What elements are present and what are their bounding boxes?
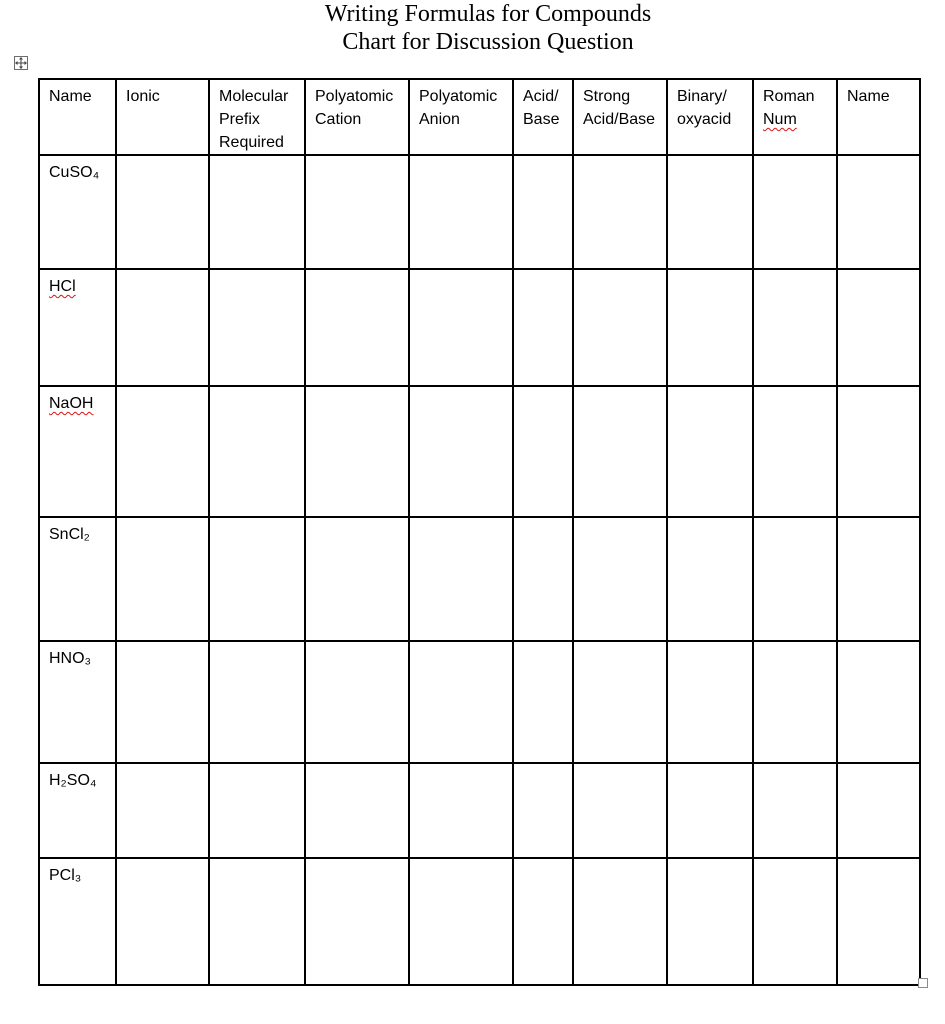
polyatomic-cation-cell[interactable]: [305, 386, 409, 517]
polyatomic-cation-cell[interactable]: [305, 517, 409, 641]
roman-num-cell[interactable]: [753, 641, 837, 763]
molecular-prefix-cell[interactable]: [209, 517, 305, 641]
table-row: [39, 517, 920, 641]
header-row: [39, 79, 920, 155]
table-row: [39, 858, 920, 985]
roman-num-cell[interactable]: [753, 155, 837, 269]
binary-oxyacid-cell[interactable]: [667, 858, 753, 985]
strong-acid-base-cell[interactable]: [573, 858, 667, 985]
resize-square-icon[interactable]: [918, 978, 928, 988]
compound-cell[interactable]: PCl₃: [39, 858, 116, 985]
polyatomic-cation-cell[interactable]: [305, 155, 409, 269]
ionic-cell[interactable]: [116, 858, 209, 985]
compound-cell[interactable]: HNO₃: [39, 641, 116, 763]
polyatomic-anion-cell[interactable]: [409, 386, 513, 517]
binary-oxyacid-cell[interactable]: [667, 763, 753, 858]
name-cell[interactable]: [837, 155, 920, 269]
strong-acid-base-cell[interactable]: [573, 269, 667, 386]
ionic-cell[interactable]: [116, 641, 209, 763]
acid-base-cell[interactable]: [513, 763, 573, 858]
ionic-cell[interactable]: [116, 155, 209, 269]
name-cell[interactable]: [837, 517, 920, 641]
compound-cell[interactable]: CuSO₄: [39, 155, 116, 269]
compound-chart-table: [38, 78, 921, 986]
compound-cell[interactable]: NaOH: [39, 386, 116, 517]
header-ionic[interactable]: Ionic: [116, 79, 209, 155]
polyatomic-cation-cell[interactable]: [305, 763, 409, 858]
binary-oxyacid-cell[interactable]: [667, 386, 753, 517]
molecular-prefix-cell[interactable]: [209, 763, 305, 858]
header-name[interactable]: Name: [39, 79, 116, 155]
header-polyatomic-anion[interactable]: Polyatomic Anion: [409, 79, 513, 155]
ionic-cell[interactable]: [116, 517, 209, 641]
polyatomic-anion-cell[interactable]: [409, 763, 513, 858]
document-subtitle: Chart for Discussion Question: [342, 29, 634, 55]
table-row: [39, 269, 920, 386]
acid-base-cell[interactable]: [513, 641, 573, 763]
roman-num-cell[interactable]: [753, 858, 837, 985]
header-polyatomic-cation[interactable]: Polyatomic Cation: [305, 79, 409, 155]
compound-cell[interactable]: H₂SO₄: [39, 763, 116, 858]
acid-base-cell[interactable]: [513, 858, 573, 985]
name-cell[interactable]: [837, 763, 920, 858]
molecular-prefix-cell[interactable]: [209, 155, 305, 269]
strong-acid-base-cell[interactable]: [573, 155, 667, 269]
header-roman-num[interactable]: Roman Num: [753, 79, 837, 155]
strong-acid-base-cell[interactable]: [573, 763, 667, 858]
header-binary-oxyacid[interactable]: Binary/ oxyacid: [667, 79, 753, 155]
polyatomic-cation-cell[interactable]: [305, 641, 409, 763]
table-row: [39, 641, 920, 763]
molecular-prefix-cell[interactable]: [209, 386, 305, 517]
table-row: [39, 155, 920, 269]
header-name-2[interactable]: Name: [837, 79, 920, 155]
ionic-cell[interactable]: [116, 269, 209, 386]
name-cell[interactable]: [837, 641, 920, 763]
ionic-cell[interactable]: [116, 763, 209, 858]
roman-num-cell[interactable]: [753, 517, 837, 641]
acid-base-cell[interactable]: [513, 269, 573, 386]
polyatomic-cation-cell[interactable]: [305, 269, 409, 386]
acid-base-cell[interactable]: [513, 386, 573, 517]
polyatomic-cation-cell[interactable]: [305, 858, 409, 985]
name-cell[interactable]: [837, 269, 920, 386]
polyatomic-anion-cell[interactable]: [409, 269, 513, 386]
header-acid-base[interactable]: Acid/ Base: [513, 79, 573, 155]
roman-num-cell[interactable]: [753, 269, 837, 386]
table-row: [39, 763, 920, 858]
binary-oxyacid-cell[interactable]: [667, 517, 753, 641]
strong-acid-base-cell[interactable]: [573, 386, 667, 517]
binary-oxyacid-cell[interactable]: [667, 641, 753, 763]
molecular-prefix-cell[interactable]: [209, 269, 305, 386]
name-cell[interactable]: [837, 386, 920, 517]
binary-oxyacid-cell[interactable]: [667, 155, 753, 269]
ionic-cell[interactable]: [116, 386, 209, 517]
polyatomic-anion-cell[interactable]: [409, 517, 513, 641]
strong-acid-base-cell[interactable]: [573, 517, 667, 641]
acid-base-cell[interactable]: [513, 155, 573, 269]
compound-cell[interactable]: SnCl₂: [39, 517, 116, 641]
polyatomic-anion-cell[interactable]: [409, 858, 513, 985]
molecular-prefix-cell[interactable]: [209, 858, 305, 985]
binary-oxyacid-cell[interactable]: [667, 269, 753, 386]
roman-num-cell[interactable]: [753, 763, 837, 858]
name-cell[interactable]: [837, 858, 920, 985]
strong-acid-base-cell[interactable]: [573, 641, 667, 763]
roman-num-cell[interactable]: [753, 386, 837, 517]
header-molecular-prefix-required[interactable]: Molecular Prefix Required: [209, 79, 305, 155]
move-arrows-icon[interactable]: [14, 56, 28, 70]
compound-cell[interactable]: HCl: [39, 269, 116, 386]
polyatomic-anion-cell[interactable]: [409, 641, 513, 763]
table-row: [39, 386, 920, 517]
document-title: Writing Formulas for Compounds: [324, 1, 652, 27]
acid-base-cell[interactable]: [513, 517, 573, 641]
header-strong-acid-base[interactable]: Strong Acid/Base: [573, 79, 667, 155]
molecular-prefix-cell[interactable]: [209, 641, 305, 763]
polyatomic-anion-cell[interactable]: [409, 155, 513, 269]
